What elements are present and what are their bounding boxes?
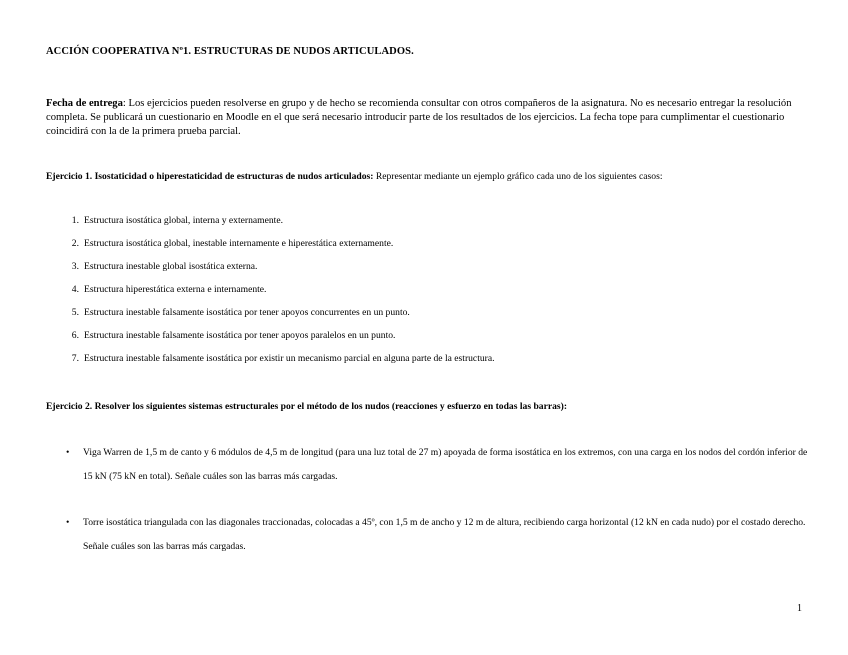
bullet-item-text: Torre isostática triangulada con las diagonales traccionadas, colocadas a 45º, con 1,5 m de ancho y 12 m de altura, recibiendo carga horizontal (12 kN en cada nudo) por el costado derecho. Señale cuáles son las barras más cargadas. [83, 517, 806, 552]
list-item-number: 4. [71, 284, 79, 295]
list-item-text: Estructura isostática global, inestable internamente e hiperestática externamente. [84, 238, 394, 249]
list-item [46, 301, 495, 324]
list-item [46, 347, 495, 370]
page-title: ACCIÓN COOPERATIVA Nº1. ESTRUCTURAS DE NUDOS ARTICULADOS. [46, 46, 414, 57]
list-item-text: Estructura inestable falsamente isostática por tener apoyos concurrentes en un punto. [84, 307, 410, 318]
list-item-number: 2. [71, 238, 79, 249]
exercise-1-heading: Ejercicio 1. Isostaticidad o hiperestaticidad de estructuras de nudos articulados: [46, 171, 374, 182]
list-item-number: 3. [71, 261, 79, 272]
exercise-1-text: Representar mediante un ejemplo gráfico cada uno de los siguientes casos: [373, 171, 663, 182]
intro-paragraph [46, 97, 806, 139]
list-item [46, 278, 495, 301]
exercise-2-heading: Ejercicio 2. Resolver los siguientes sistemas estructurales por el método de los nudos (reacciones y esfuerzo en todas las barras): [46, 401, 568, 412]
list-item [46, 324, 495, 347]
list-item-text: Estructura inestable falsamente isostática por tener apoyos paralelos en un punto. [84, 330, 396, 341]
exercise-2-item-tower [66, 511, 816, 559]
bullet-icon: • [66, 447, 70, 458]
list-item-text: Estructura inestable global isostática externa. [84, 261, 258, 272]
list-item [46, 209, 495, 232]
list-item-number: 7. [71, 353, 79, 364]
exercise-1-statement [46, 171, 826, 182]
list-item [46, 232, 495, 255]
list-item-number: 1. [71, 215, 79, 226]
list-item-text: Estructura isostática global, interna y externamente. [84, 215, 283, 226]
list-item-number: 6. [71, 330, 79, 341]
list-item-number: 5. [71, 307, 79, 318]
page-number: 1 [797, 603, 802, 614]
bullet-item-text: Viga Warren de 1,5 m de canto y 6 módulos de 4,5 m de longitud (para una luz total de 27 m) apoyada de forma isostática en los extremos, con una carga en los nodos del cordón inferior de 15 kN (75 kN en total). Señale cuáles son las barras más cargadas. [83, 447, 808, 482]
intro-text: : Los ejercicios pueden resolverse en grupo y de hecho se recomienda consultar con otros compañeros de la asignatura. No es necesario entregar la resolución completa. Se publicará un cuestionario en Moodle en el que será necesario introducir parte de los resultados de los ejercicios. La fecha tope para cumplimentar el cuestionario coincidirá con la de la primera prueba parcial. [46, 98, 792, 137]
list-item-text: Estructura hiperestática externa e internamente. [84, 284, 267, 295]
exercise-2-item-warren [66, 441, 816, 489]
delivery-date-label: Fecha de entrega [46, 98, 123, 109]
list-item-text: Estructura inestable falsamente isostática por existir un mecanismo parcial en alguna parte de la estructura. [84, 353, 495, 364]
bullet-icon: • [66, 517, 70, 528]
exercise-1-list [46, 209, 495, 370]
list-item [46, 255, 495, 278]
